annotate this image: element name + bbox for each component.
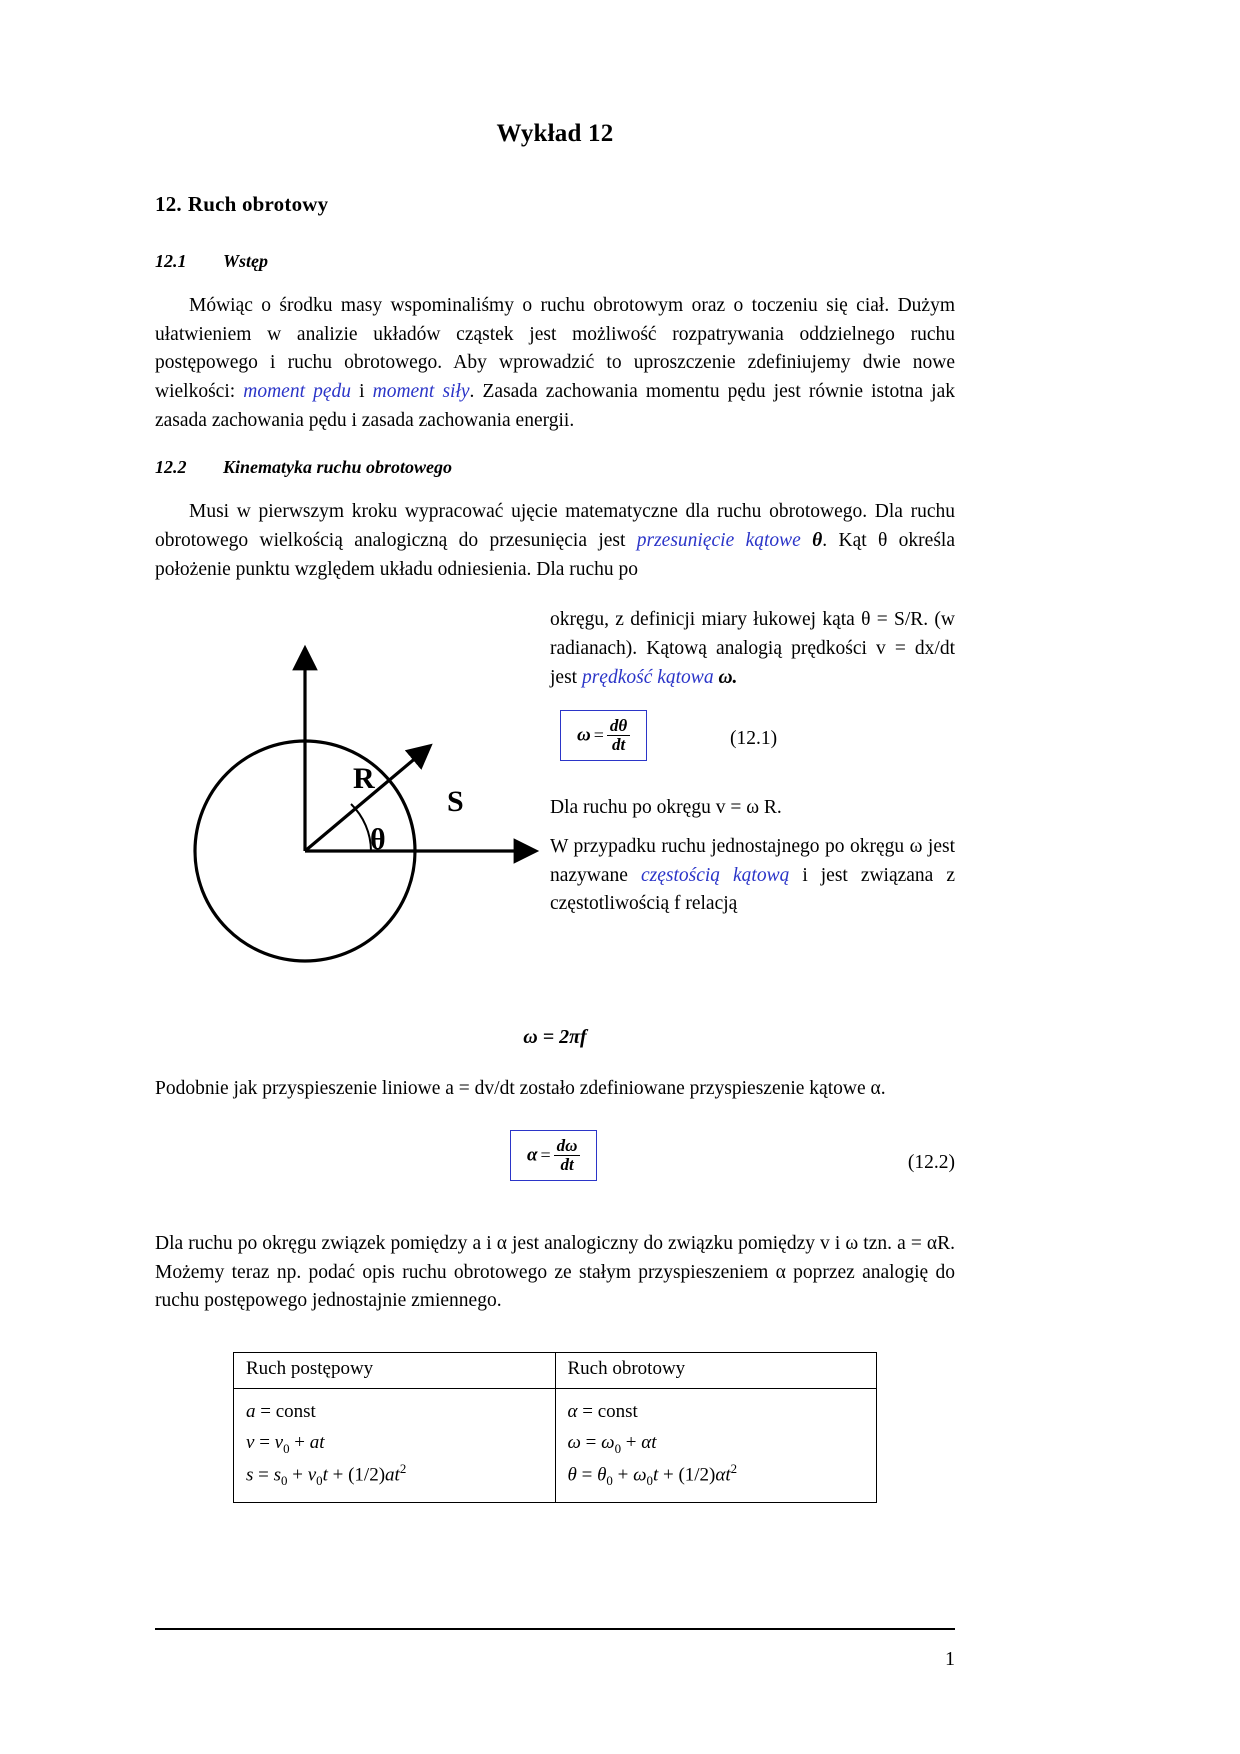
page-number: 1 — [945, 1648, 955, 1670]
table-row — [234, 1388, 877, 1503]
chapter-label: Ruch obrotowy — [187, 192, 329, 216]
equation-12-2-wrapper — [155, 1130, 955, 1208]
link-moment-pedu[interactable]: moment pędu — [243, 380, 351, 402]
table-header-left: Ruch postępowy — [234, 1352, 556, 1388]
figure-and-text-row — [155, 606, 955, 996]
table-row-header — [234, 1352, 877, 1388]
equation-12-1-number: (12.1) — [730, 728, 778, 750]
link-predkosc-katowa[interactable]: prędkość kątowa — [581, 666, 714, 688]
figure-label-R: R — [353, 762, 375, 796]
eq-alpha-const: α = const — [567, 1400, 638, 1422]
rightcol-symbol-omega: ω. — [713, 666, 738, 688]
eq-s: $s = s_0 + v_0t + (1/2)at^2$ — [246, 1461, 407, 1489]
comparison-table — [233, 1352, 877, 1504]
chapter-number: 12. — [155, 192, 182, 216]
page-title: Wykład 12 — [496, 120, 614, 147]
equation-12-2-denominator: dt — [560, 1154, 574, 1174]
document-content — [155, 120, 955, 1503]
figure-side-text — [550, 606, 955, 929]
kinematics-text-part1: Musi w pierwszym kroku wypracować ujęcie matematyczne dla ruchu obrotowego. Dla ruchu obrotowego wielkością analogiczną do przesunięcia jest — [155, 501, 955, 551]
after-figure-paragraph: Podobnie jak przyspieszenie liniowe a = dv/dt zostało zdefiniowane przyspieszenie kątowe α. — [155, 1078, 886, 1100]
rightcol-p3-part2: i jest związana z częstotliwością f relacją — [550, 864, 955, 915]
section-heading-12-2 — [155, 457, 955, 478]
rightcol-p3-part1: W przypadku ruchu jednostajnego po okręgu ω jest nazywane — [550, 835, 955, 886]
kinematics-paragraph — [155, 498, 955, 584]
figure-label-theta: θ — [370, 823, 386, 857]
equation-omega-2pif-text: ω = 2πf — [523, 1026, 587, 1049]
section-label-12-2: Kinematyka ruchu obrotowego — [223, 457, 453, 478]
eq-v: $v = v_0$ + at — [246, 1431, 325, 1456]
table-cell-left-equations — [234, 1388, 556, 1503]
rightcol-paragraph-3 — [550, 833, 955, 919]
equation-12-1-denominator: dt — [611, 735, 626, 755]
table-cell-right-equations — [555, 1388, 877, 1503]
equation-12-2-number: (12.2) — [907, 1151, 955, 1173]
intro-text-part2: . Zasada zachowania momentu pędu jest równie istotna jak zasada zachowania pędu i zasada zachowania energii. — [155, 380, 955, 431]
equation-12-2-fraction — [554, 1137, 581, 1174]
section-number-12-1: 12.1 — [155, 251, 187, 271]
intro-joiner: i — [351, 380, 373, 402]
equation-12-1-equals: = — [593, 725, 604, 746]
equation-12-2-box — [510, 1130, 597, 1181]
equation-12-1-fraction — [607, 717, 630, 754]
section-label-12-1: Wstęp — [223, 251, 268, 271]
table-header-right: Ruch obrotowy — [555, 1352, 877, 1388]
intro-text-part1: Mówiąc o środku masy wspominaliśmy o ruchu obrotowym oraz o toczeniu się ciał. Dużym ułatwieniem w analizie układów cząstek jest możliwość rozpatrywania oddzielnego ruchu postępowego i ruchu obrotowego. Aby wprowadzić to uproszczenie zdefiniujemy dwie nowe wielkości: — [155, 295, 955, 402]
rightcol-paragraph-1 — [550, 606, 955, 692]
intro-paragraph — [155, 292, 955, 435]
equation-12-2-equals: = — [540, 1144, 551, 1165]
kinematics-symbol-theta: θ — [800, 529, 823, 551]
eq-theta: $\theta = \theta_0 + \omega_0t + (1/2)\alpha t^2$ — [567, 1461, 738, 1489]
figure-label-S: S — [447, 785, 464, 819]
link-moment-sily[interactable]: moment siły — [372, 380, 470, 402]
equation-12-1-lhs: ω — [577, 724, 591, 746]
footer-divider — [155, 1628, 955, 1630]
rightcol-text-part1: okręgu, z definicji miary łukowej kąta θ = S/R. (w radianach). Kątową analogią prędkości v = dx/dt jest — [550, 609, 955, 688]
chapter-heading — [155, 192, 955, 217]
equation-12-2-lhs: α — [527, 1144, 538, 1166]
equation-12-1-wrapper — [550, 710, 955, 780]
equation-12-2-numerator: dω — [554, 1137, 581, 1156]
eq-omega: $\omega = \omega_0 + \alpha t$ — [567, 1431, 657, 1456]
section-number-12-2: 12.2 — [155, 457, 187, 478]
equation-12-1-box — [560, 710, 647, 761]
kinematics-text-part2: . Kąt θ określa położenie punktu względem układu odniesienia. Dla ruchu po — [155, 529, 955, 580]
section-heading-12-1 — [155, 251, 955, 272]
after-equation-paragraph: Dla ruchu po okręgu związek pomiędzy a i α jest analogiczny do związku pomiędzy v i ω tzn. a = αR. Możemy teraz np. podać opis ruchu obrotowego ze stałym przyspieszeniem α poprzez analogię do ruchu postępowego jednostajnie zmiennego. — [155, 1232, 955, 1312]
equation-omega-2pif — [155, 1026, 955, 1049]
circle-rotation-figure — [175, 606, 565, 986]
equation-12-1-numerator: dθ — [607, 717, 630, 736]
rightcol-paragraph-2: Dla ruchu po okręgu v = ω R. — [550, 797, 782, 819]
link-czestosc-katowa[interactable]: częstością kątową — [640, 864, 790, 886]
link-przesuniecie-katowe[interactable]: przesunięcie kątowe — [636, 529, 801, 551]
eq-a-const: a = const — [246, 1400, 316, 1422]
